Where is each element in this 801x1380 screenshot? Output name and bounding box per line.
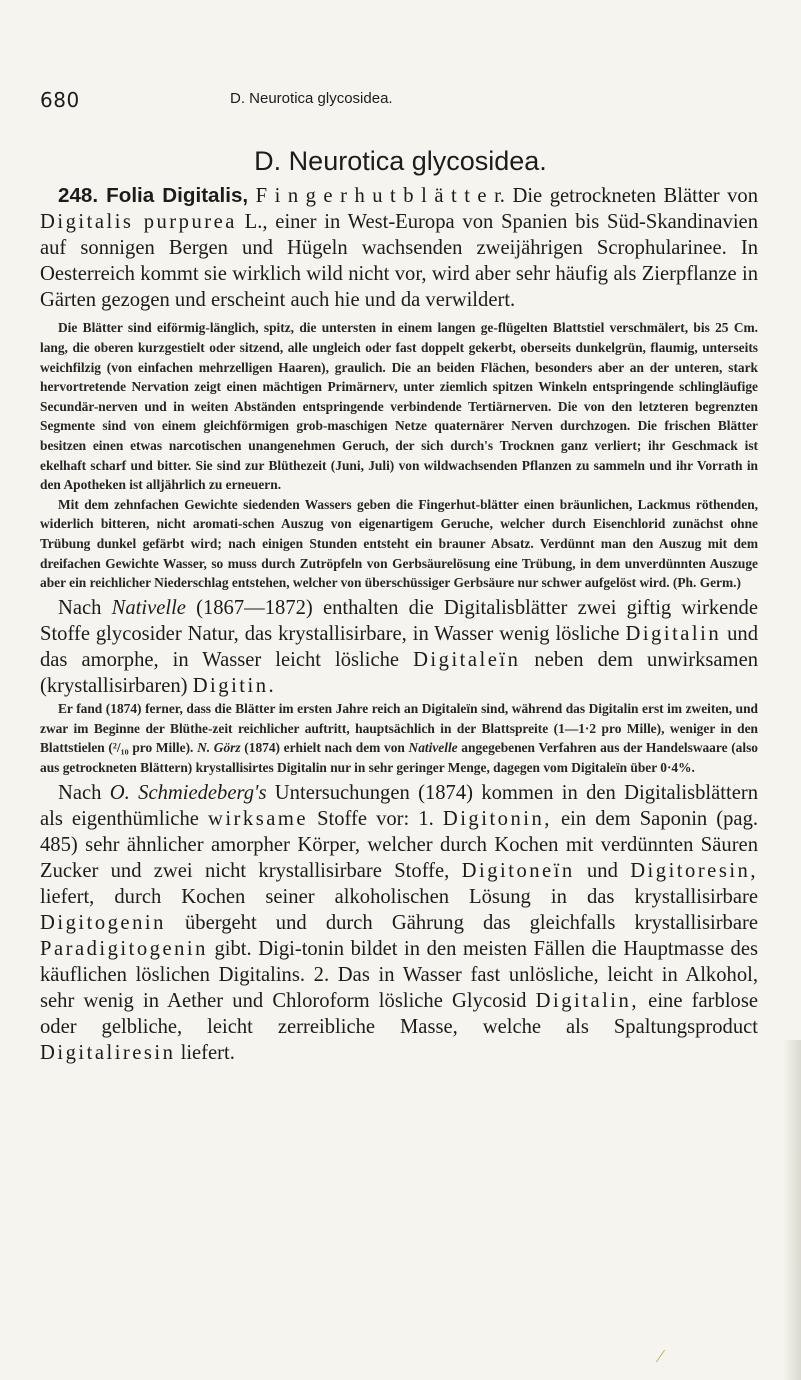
article-number-title: 248. Folia Digitalis, xyxy=(58,184,249,207)
section-heading: D. Neurotica glycosidea. xyxy=(254,146,547,176)
text-run: übergeht und durch Gährung das gleichfalls krystallisirbare xyxy=(165,912,758,934)
substance-name: Paradigitogenin xyxy=(40,938,208,961)
text-run: Untersuchungen (1874) kommen in den Digitalisblättern als eigenthümliche xyxy=(40,781,758,830)
text-run: Stoffe vor: 1. xyxy=(308,807,443,830)
emphasis-word: wirksame xyxy=(207,807,309,830)
article-intro-paragraph xyxy=(40,183,758,313)
text-run: Nach xyxy=(58,781,110,804)
text-run: und das amorphe, in Wasser leicht lösliche xyxy=(40,622,758,671)
author-name: Nativelle xyxy=(111,596,186,619)
extract-test-paragraph: Mit dem zehnfachen Gewichte siedenden Wassers geben die Fingerhut-blätter einen bräunlichen, Lackmus röthenden, widerlich bitteren, nicht aromati-schen Auszug von eigenartigem Geruche, welcher durch Eisenchlorid zunächst ohne Trübung dunkel gefärbt wird; nach einigen Stunden entsteht ein brauner Absatz. Verdünnt man den Auszug mit dem dreifachen Gewichte Wasser, so muss durch Zutröpfeln von Gerbsäurelösung eine Trübung, in dem unverdünnten Auszuge aber ein reichlicher Niederschlag entstehen, welcher von überschüssiger Gerbsäure nur schwer aufgelöst wird. (Ph. Germ.) xyxy=(40,496,758,591)
text-run: neben dem unwirksamen (krystallisirbaren) xyxy=(40,648,759,698)
page-edge-shadow xyxy=(783,1040,801,1380)
pencil-mark xyxy=(656,1350,675,1362)
author-name: O. Schmiedeberg's xyxy=(109,781,267,804)
nativelle-paragraph xyxy=(40,595,758,699)
text-run: und xyxy=(574,859,631,882)
text-run: angegebenen Verfahren aus der Handelswaare (also aus getrockneten Blättern) krystallisirtes Digitalin nur in sehr geringer Menge, dagegen vom Digitaleïn über 0·4%. xyxy=(40,740,758,775)
text-run: (1874) erhielt nach dem von xyxy=(240,740,409,756)
substance-name: Digitoneïn xyxy=(461,859,575,882)
text-run: liefert. xyxy=(175,1042,235,1065)
substance-name: Digitin. xyxy=(192,675,277,698)
substance-name: Digitoresin, xyxy=(630,859,758,882)
text-run: (1867—1872) enthalten die Digitalisblätter zwei giftig wirkende Stoffe glycosider Natur, das krystallisirbare, in Wasser wenig lösliche xyxy=(40,596,758,645)
substance-name: Digitonin, xyxy=(442,807,552,830)
substance-name: Digitaleïn xyxy=(413,648,521,671)
substance-name: Digitalin, xyxy=(535,990,639,1013)
text-run: eine farblose oder gelbliche, leicht zerreibliche Masse, welche als Spaltungsproduct xyxy=(40,990,758,1039)
running-header xyxy=(0,88,801,112)
species-name: Digitalis purpurea xyxy=(40,211,237,234)
substance-name: Digitalin xyxy=(625,622,722,645)
substance-name: Digitogenin xyxy=(40,912,166,934)
content-note-paragraph xyxy=(40,699,758,777)
author-name: Nativelle xyxy=(408,740,458,756)
substance-name: Digitaliresin xyxy=(40,1042,176,1065)
text-run: F i n g e r h u t b l ä t t e r. Die getrockneten Blätter von xyxy=(248,185,758,207)
running-title: D. Neurotica glycosidea. xyxy=(230,90,393,107)
page-number: 680 xyxy=(40,88,80,112)
schmiedeberg-paragraph xyxy=(40,780,758,1067)
leaf-description-paragraph: Die Blätter sind eiförmig-länglich, spitz, die untersten in einem langen ge-flügelten Blattstiel verschmälert, bis 25 Cm. lang, die oberen kurzgestielt oder sitzend, alle ungleich oder fast doppelt gekerbt, oberseits dunkelgrün, flaumig, unterseits weichfilzig (von einfachen mehrzelligen Haaren), graulich. Die an beiden Flächen, besonders aber an der unteren, stark hervortretende Nervation zeigt einen mächtigen Primärnerv, unter ziemlich spitzen Winkeln entspringende schlingläufige Secundär-nerven und in weiten Abständen entspringende verbindende Tertiärnerven. Die von den letzteren begrenzten Segmente sind von einem gleichförmigen grob-maschigen Netze quaternärer Nerven durchzogen. Die frischen Blätter besitzen einen etwas narcotischen unangenehmen Geruch, der sich durch's Trocknen ganz verliert; ihr Geschmack ist ekelhaft scharf und bitter. Sie sind zur Blüthezeit (Juni, Juli) von wildwachsenden Pflanzen zu sammeln und ihr Vorrath in den Apotheken ist alljährlich zu erneuern. xyxy=(40,320,758,493)
text-run: Er fand (1874) ferner, dass die Blätter im ersten Jahre reich an Digitaleïn sind, während das Digitalin erst im zweiten, und zwar im Beginne der Blüthe-zeit reichlicher auftritt, hauptsächlich in der Blattspreite (1—1·2 pro Mille), weniger in den Blattstielen (²/₁₀ pro Mille). xyxy=(40,701,758,756)
text-run: liefert, durch Kochen seiner alkoholischen Lösung in das krystallisirbare xyxy=(40,885,758,908)
author-name: N. Görz xyxy=(197,740,241,756)
text-run: Nach xyxy=(58,596,112,619)
text-run: ein dem Saponin (pag. 485) sehr ähnlicher amorpher Körper, welcher durch Kochen mit verdünnten Säuren Zucker und zwei nicht krystallisirbare Stoffe, xyxy=(40,807,759,882)
text-run: gibt. Digi-tonin bildet in den meisten Fällen die Hauptmasse des käuflichen löslichen Digitalins. 2. Das in Wasser fast unlösliche, leicht in Alkohol, sehr wenig in Aether und Chloroform lösliche Glycosid xyxy=(40,938,758,1013)
text-run: L., einer in West-Europa von Spanien bis Süd-Skandinavien auf sonnigen Bergen und Hügeln wachsenden zweijährigen Scrophularinee. In Oesterreich kommt sie wirklich wild nicht vor, wird aber sehr häufig als Zierpflanze in Gärten gezogen und erscheint auch hie und da verwildert. xyxy=(40,211,758,312)
article-body xyxy=(40,183,758,1067)
